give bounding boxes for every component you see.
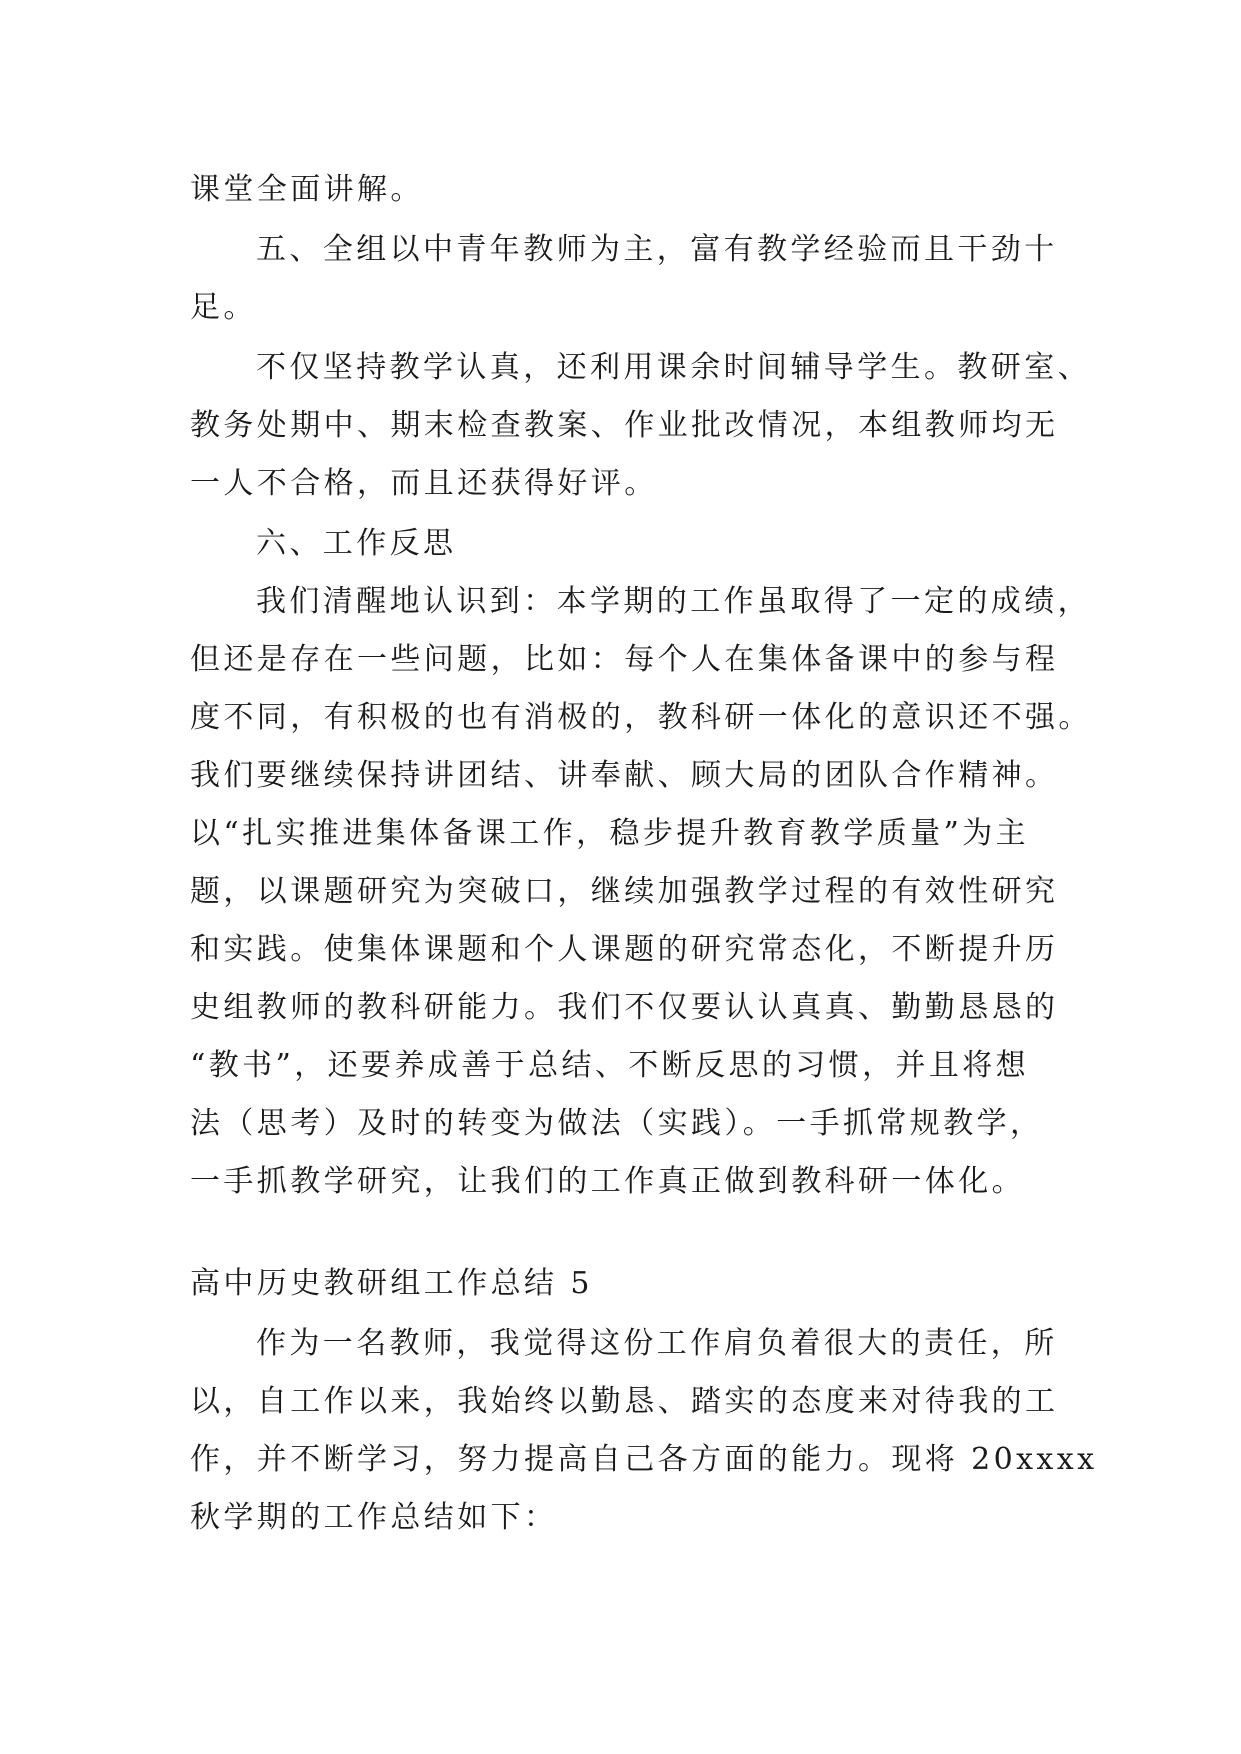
body-text-line: 度不同，有积极的也有消极的，教科研一体化的意识还不强。 xyxy=(190,700,1092,735)
body-text-line: 作，并不断学习，努力提高自己各方面的能力。现将 20xxxx xyxy=(190,1442,1098,1477)
body-text-line: 以，自工作以来，我始终以勤恳、踏实的态度来对待我的工 xyxy=(190,1384,1059,1419)
section-heading-6: 六、工作反思 xyxy=(256,526,457,561)
body-text-line: 题，以课题研究为突破口，继续加强教学过程的有效性研究 xyxy=(190,874,1059,909)
body-text-line: 作为一名教师，我觉得这份工作肩负着很大的责任，所 xyxy=(256,1326,1058,1361)
section-heading-5: 五、全组以中青年教师为主，富有教学经验而且干劲十 xyxy=(256,232,1058,267)
body-text-line: 但还是存在一些问题，比如：每个人在集体备课中的参与程 xyxy=(190,642,1059,677)
article-title: 高中历史教研组工作总结 5 xyxy=(190,1266,593,1301)
body-text-line: 我们要继续保持讲团结、讲奉献、顾大局的团队合作精神。 xyxy=(190,758,1059,793)
body-text-line: 不仅坚持教学认真，还利用课余时间辅导学生。教研室、 xyxy=(256,350,1091,385)
body-text-line: 史组教师的教科研能力。我们不仅要认认真真、勤勤恳恳的 xyxy=(190,990,1059,1025)
body-text-line: 法（思考）及时的转变为做法（实践）。一手抓常规教学， xyxy=(190,1106,1044,1141)
body-text-line: 我们清醒地认识到：本学期的工作虽取得了一定的成绩， xyxy=(256,584,1091,619)
body-text-line: 教务处期中、期末检查教案、作业批改情况，本组教师均无 xyxy=(190,408,1059,443)
body-text-line: 秋学期的工作总结如下： xyxy=(190,1500,558,1535)
body-text-line: 以“扎实推进集体备课工作，稳步提升教育教学质量”为主 xyxy=(190,816,1030,851)
body-text-line: 和实践。使集体课题和个人课题的研究常态化，不断提升历 xyxy=(190,932,1059,967)
body-text-line: 课堂全面讲解。 xyxy=(190,172,424,207)
body-text-line: 一人不合格，而且还获得好评。 xyxy=(190,466,658,501)
body-text-line: “教书”，还要养成善于总结、不断反思的习惯，并且将想 xyxy=(190,1048,1030,1083)
body-text-line: 一手抓教学研究，让我们的工作真正做到教科研一体化。 xyxy=(190,1164,1025,1199)
body-text-line: 足。 xyxy=(190,290,257,325)
